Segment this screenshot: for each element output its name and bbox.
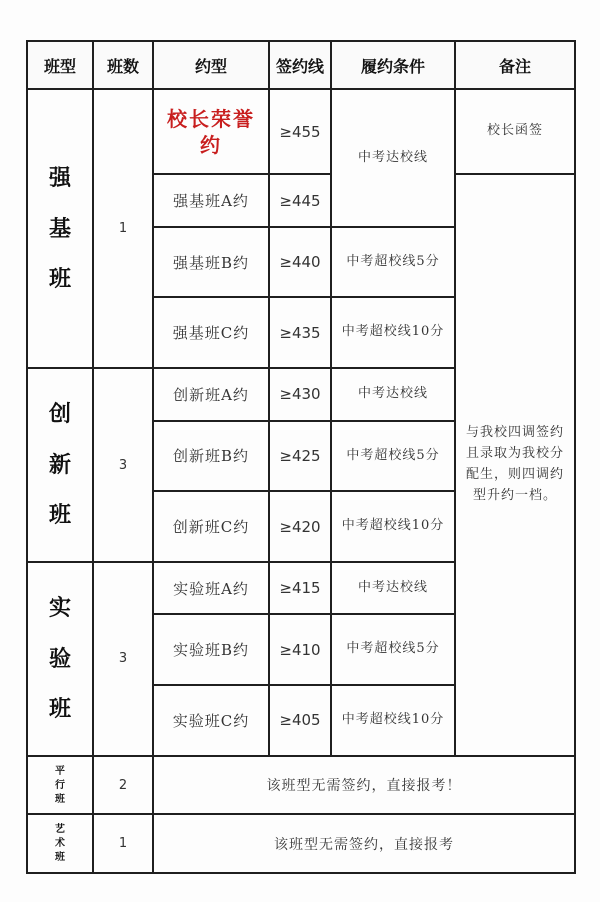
contract-type: 实验班B约 — [153, 614, 269, 685]
condition: 中考达校线 — [331, 368, 455, 421]
contract-type: 强基班C约 — [153, 297, 269, 368]
group-yishu: 艺 术 班 — [27, 814, 93, 873]
table-row — [27, 756, 575, 815]
signing-line: ≥440 — [269, 227, 331, 298]
group-pingxing: 平 行 班 — [27, 756, 93, 815]
group-chuangxin: 创 新 班 — [27, 368, 93, 562]
signing-line: ≥445 — [269, 174, 331, 227]
signing-line: ≥435 — [269, 297, 331, 368]
count-chuangxin: 3 — [93, 368, 153, 562]
condition: 中考超校线5分 — [331, 227, 455, 298]
contract-type: 创新班C约 — [153, 491, 269, 562]
contract-type-honor: 校长荣誉约 — [153, 89, 269, 174]
condition: 中考超校线10分 — [331, 297, 455, 368]
signing-line: ≥405 — [269, 685, 331, 756]
condition: 中考超校线10分 — [331, 685, 455, 756]
condition: 中考达校线 — [331, 562, 455, 615]
condition-merged: 中考达校线 — [331, 89, 455, 226]
header-contract-type: 约型 — [153, 41, 269, 89]
contract-type: 创新班A约 — [153, 368, 269, 421]
header-signing-line: 签约线 — [269, 41, 331, 89]
condition: 中考超校线10分 — [331, 491, 455, 562]
condition: 中考超校线5分 — [331, 421, 455, 492]
signing-line: ≥420 — [269, 491, 331, 562]
no-contract-message: 该班型无需签约，直接报考！ — [153, 756, 575, 815]
contract-type: 强基班B约 — [153, 227, 269, 298]
contract-type: 创新班B约 — [153, 421, 269, 492]
note-principal: 校长函签 — [455, 89, 575, 174]
signing-line: ≥425 — [269, 421, 331, 492]
count-pingxing: 2 — [93, 756, 153, 815]
header-notes: 备注 — [455, 41, 575, 89]
signing-line: ≥415 — [269, 562, 331, 615]
group-shiyan: 实 验 班 — [27, 562, 93, 756]
signing-line: ≥430 — [269, 368, 331, 421]
count-shiyan: 3 — [93, 562, 153, 756]
table-row — [27, 89, 575, 174]
group-qiangji: 强 基 班 — [27, 89, 93, 368]
note-upgrade: 与我校四调签约且录取为我校分配生，则四调约型升约一档。 — [455, 174, 575, 756]
header-class-type: 班型 — [27, 41, 93, 89]
header-class-count: 班数 — [93, 41, 153, 89]
signing-line: ≥455 — [269, 89, 331, 174]
contract-type: 实验班C约 — [153, 685, 269, 756]
no-contract-message: 该班型无需签约，直接报考 — [153, 814, 575, 873]
count-yishu: 1 — [93, 814, 153, 873]
condition: 中考超校线5分 — [331, 614, 455, 685]
signing-table — [26, 40, 576, 874]
header-row — [27, 41, 575, 89]
signing-line: ≥410 — [269, 614, 331, 685]
contract-type: 强基班A约 — [153, 174, 269, 227]
table-row — [27, 814, 575, 873]
contract-type: 实验班A约 — [153, 562, 269, 615]
header-condition: 履约条件 — [331, 41, 455, 89]
count-qiangji: 1 — [93, 89, 153, 368]
